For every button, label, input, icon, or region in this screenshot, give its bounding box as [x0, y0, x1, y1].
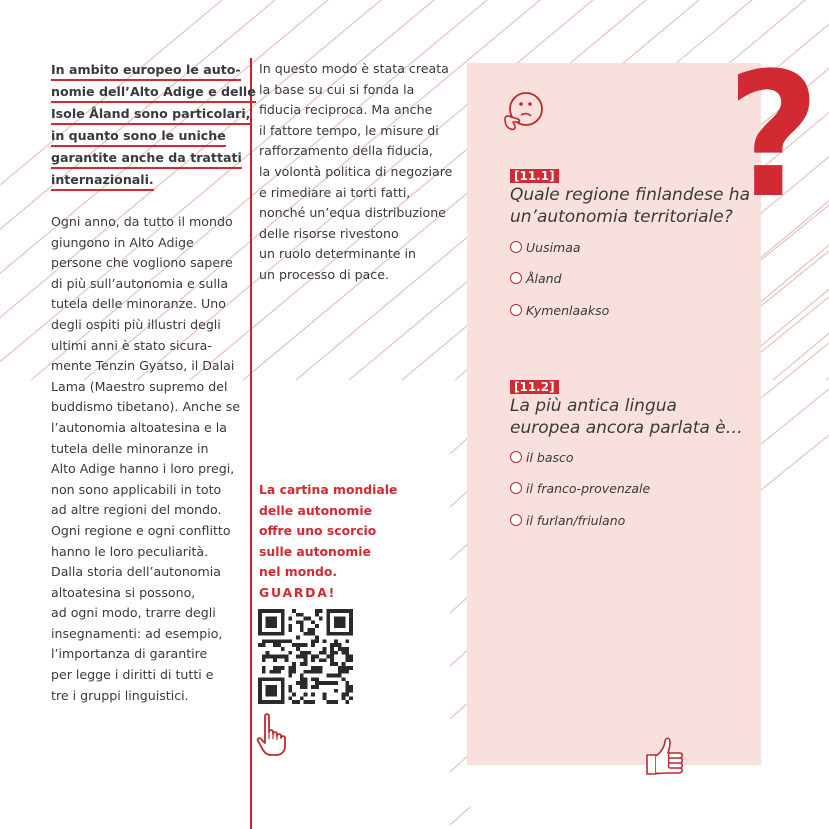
text-line: In questo modo è stata creata: [259, 61, 449, 76]
question-text-line: un’autonomia territoriale?: [510, 207, 733, 227]
answer-option[interactable]: [510, 512, 625, 528]
cta-line: delle autonomie: [259, 502, 372, 518]
text-line: e rimediare ai torti fatti,: [259, 184, 411, 200]
text-line: la volontà politica di negoziare: [259, 163, 453, 179]
text-line: fiducia reciproca. Ma anche: [259, 102, 433, 118]
question-text: [510, 184, 750, 228]
answer-option-label: Uusimaa: [526, 239, 581, 255]
radio-button[interactable]: [510, 272, 522, 284]
lead-line: garantite anche da trattati: [51, 148, 242, 169]
text-line: buddismo tibetano). Anche se: [51, 399, 241, 415]
column-divider: [250, 58, 252, 829]
radio-button[interactable]: [510, 241, 522, 253]
text-line: non sono applicabili in toto: [51, 481, 222, 497]
question-text-line: Quale regione finlandese ha: [510, 185, 750, 205]
radio-button[interactable]: [510, 451, 522, 463]
left-body-text: [51, 212, 246, 706]
stripe-line: [761, 297, 829, 352]
stripe-line: [761, 343, 829, 398]
qr-code-icon[interactable]: [258, 609, 353, 704]
answer-option-label: il franco-provenzale: [526, 480, 651, 496]
text-line: ultimi anni è stato sicura-: [51, 337, 212, 353]
answer-option[interactable]: [510, 449, 574, 465]
text-line: tre i gruppi linguistici.: [51, 687, 189, 703]
text-line: l’autonomia altoatesina e la: [51, 419, 228, 435]
left-column: [51, 60, 256, 706]
text-line: per legge i diritti di tutti e: [51, 667, 214, 683]
text-line: hanno le loro peculiarità.: [51, 543, 209, 559]
text-line: altoatesina si possono,: [51, 584, 196, 600]
text-line: insegnamenti: ad esempio,: [51, 625, 223, 641]
lead-line: internazionali.: [51, 170, 154, 191]
answer-option-label: Åland: [526, 270, 562, 286]
question-mark-icon: ?: [727, 35, 820, 236]
radio-button[interactable]: [510, 304, 522, 316]
text-line: ad ogni modo, trarre degli: [51, 605, 216, 621]
text-line: di più sull’autonomia e sulla: [51, 275, 229, 291]
text-line: Lama (Maestro supremo del: [51, 378, 228, 394]
text-line: Ogni anno, da tutto il mondo: [51, 214, 233, 229]
question-number: [11.1]: [510, 169, 559, 183]
answer-option[interactable]: [510, 270, 562, 286]
quiz-question-1: [510, 165, 750, 318]
lead-line: nomie dell’Alto Adige e delle: [51, 82, 256, 103]
cta-guarda-label: GUARDA!: [259, 584, 337, 600]
lead-line: Isole Åland sono particolari,: [51, 104, 250, 125]
text-line: giungono in Alto Adige: [51, 234, 194, 250]
text-line: delle risorse rivestono: [259, 225, 399, 241]
text-line: Ogni regione e ogni conflitto: [51, 522, 231, 538]
question-text: [510, 395, 743, 439]
pointing-hand-icon: [256, 712, 292, 758]
answer-option-label: Kymenlaakso: [526, 302, 610, 318]
text-line: degli ospiti più illustri degli: [51, 316, 221, 332]
text-line: tutela delle minoranze in: [51, 440, 209, 456]
text-line: mente Tenzin Gyatso, il Dalai: [51, 358, 235, 374]
thinking-face-icon: [502, 89, 546, 133]
question-text-line: europea ancora parlata è…: [510, 418, 743, 438]
radio-button[interactable]: [510, 482, 522, 494]
text-line: la base su cui si fonda la: [259, 81, 415, 97]
answer-option-label: il basco: [526, 449, 574, 465]
question-number: [11.2]: [510, 380, 559, 394]
text-line: Alto Adige hanno i loro pregi,: [51, 461, 235, 477]
text-line: ad altre regioni del mondo.: [51, 502, 222, 518]
quiz-question-2: [510, 376, 743, 528]
text-line: Dalla storia dell’autonomia: [51, 564, 221, 580]
text-line: un processo di pace.: [259, 266, 389, 282]
thumbs-up-icon: [645, 736, 687, 780]
text-line: il fattore tempo, le misure di: [259, 122, 439, 138]
map-call-to-action: [259, 480, 397, 603]
cta-line: La cartina mondiale: [259, 482, 398, 497]
answer-option[interactable]: [510, 239, 581, 255]
middle-body-text: [259, 59, 459, 286]
cta-line: nel mondo.: [259, 564, 338, 579]
answer-option[interactable]: [510, 480, 650, 496]
question-text-line: La più antica lingua: [510, 396, 677, 416]
text-line: nonché un’equa distribuzione: [259, 205, 446, 221]
cta-line: offre uno scorcio: [259, 523, 377, 538]
text-line: rafforzamento della fiducia,: [259, 143, 433, 159]
text-line: tutela delle minoranze. Uno: [51, 296, 226, 312]
answer-option-label: il furlan/friulano: [526, 512, 626, 528]
lead-line: in quanto sono le uniche: [51, 126, 226, 147]
stripe-line: [761, 389, 829, 444]
stripe-line: [450, 807, 470, 825]
radio-button[interactable]: [510, 514, 522, 526]
text-line: un ruolo determinante in: [259, 246, 417, 262]
lead-line: In ambito europeo le auto-: [51, 60, 241, 81]
text-line: l’importanza di garantire: [51, 646, 208, 662]
middle-column: [259, 59, 459, 286]
stripe-line: [761, 435, 829, 490]
lead-paragraph: [51, 60, 256, 192]
answer-option[interactable]: [510, 302, 609, 318]
text-line: persone che vogliono sapere: [51, 255, 233, 271]
cta-line: sulle autonomie: [259, 543, 371, 559]
